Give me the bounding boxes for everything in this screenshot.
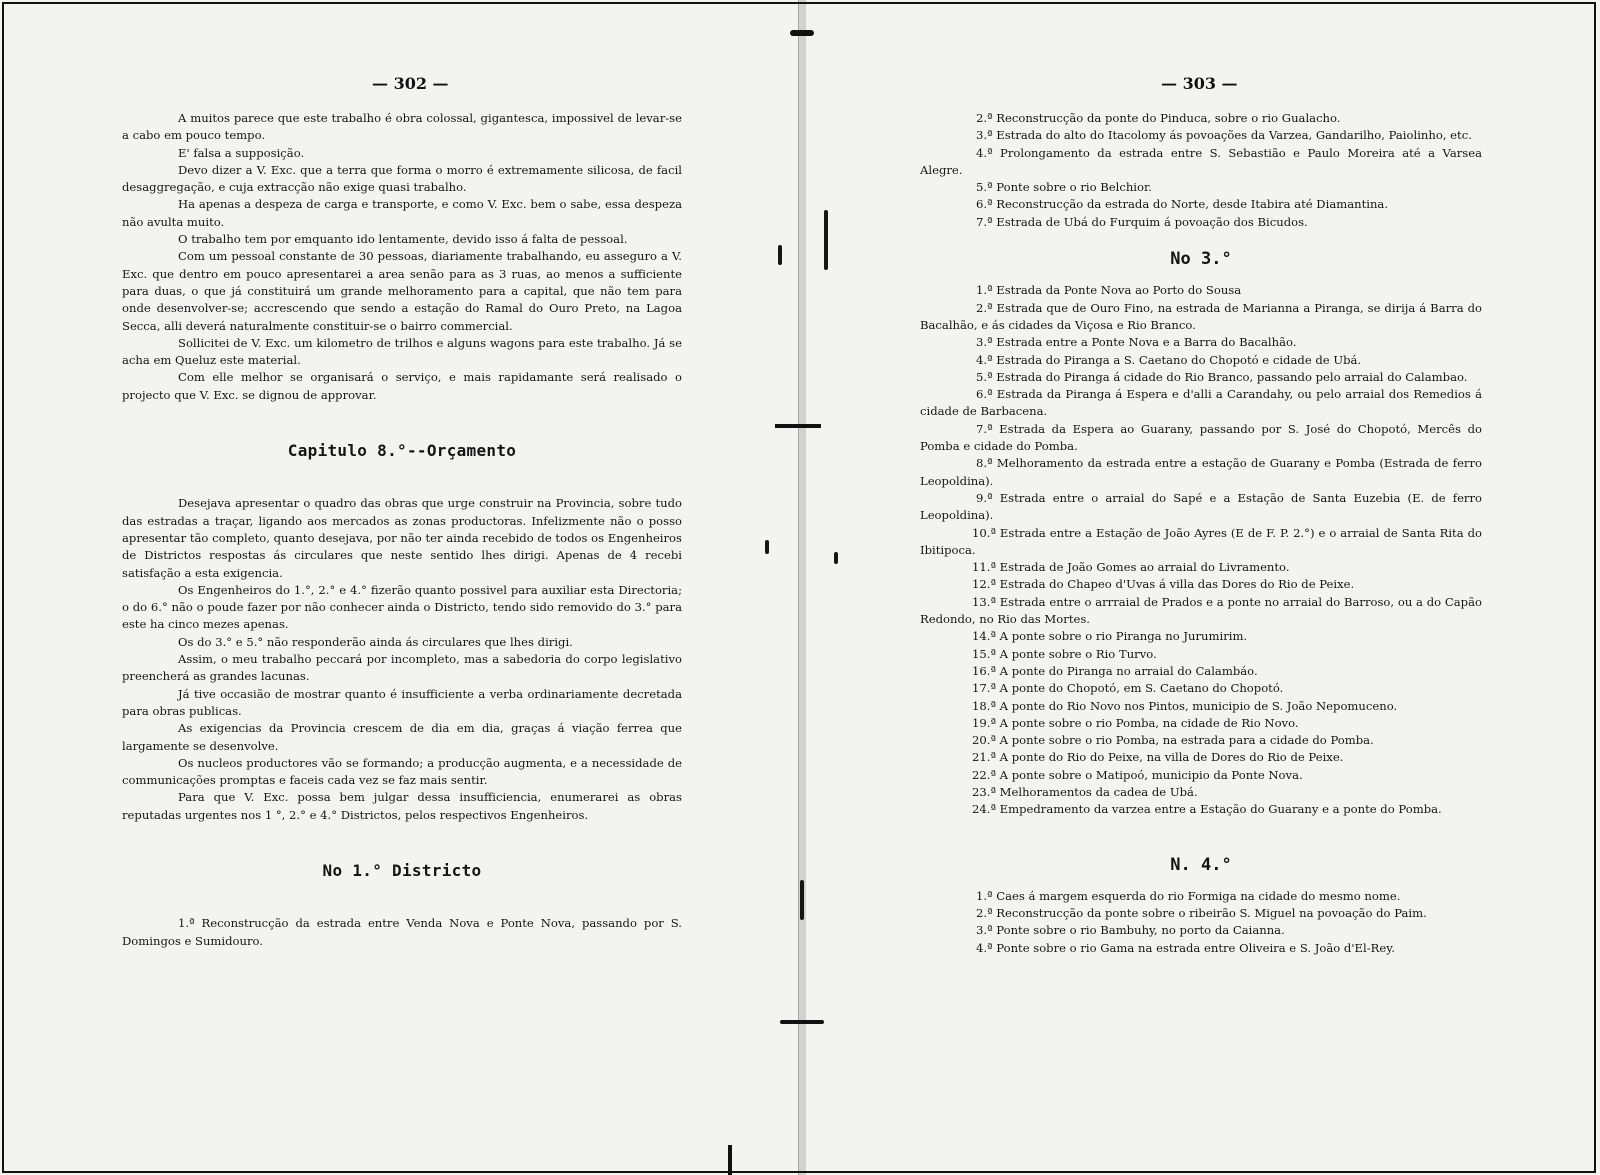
binding-mark: [775, 424, 821, 428]
paragraph: As exigencias da Provincia crescem de dia em dia, graças á viação ferrea que largamente se desenvolve.: [122, 721, 682, 753]
list-item: 19.ª A ponte sobre o rio Pomba, na cidade de Rio Novo.: [972, 715, 1299, 730]
list-item: 16.ª A ponte do Piranga no arraial do Calambáo.: [972, 663, 1258, 678]
list-item: 20.ª A ponte sobre o rio Pomba, na estrada para a cidade do Pomba.: [972, 733, 1374, 748]
list-item: 22.ª A ponte sobre o Matipoó, municipio da Ponte Nova.: [972, 767, 1303, 782]
left-page: [0, 0, 798, 1175]
paragraph: Sollicitei de V. Exc. um kilometro de trilhos e alguns wagons para este trabalho. Já se acha em Queluz este material.: [122, 335, 682, 368]
list-item: 3.ª Ponte sobre o rio Bambuhy, no porto da Caianna.: [976, 923, 1285, 938]
list-item: 4.ª Ponte sobre o rio Gama na estrada entre Oliveira e S. João d'El-Rey.: [976, 940, 1395, 955]
page-number: — 302 —: [372, 74, 449, 93]
list-item: 21.ª A ponte do Rio do Peixe, na villa de Dores do Rio de Peixe.: [972, 750, 1344, 765]
list-item: 12.ª Estrada do Chapeo d'Uvas á villa das Dores do Rio de Peixe.: [972, 577, 1355, 592]
paragraph: O trabalho tem por emquanto ido lentamente, devido isso á falta de pessoal.: [178, 232, 628, 247]
list-item: 3.ª Estrada entre a Ponte Nova e a Barra do Bacalhão.: [976, 335, 1297, 350]
left-text-column: [122, 110, 682, 950]
list-item: 17.ª A ponte do Chopotó, em S. Caetano do Chopotó.: [972, 681, 1284, 696]
list-item: 4.ª Estrada do Piranga a S. Caetano do Chopotó e cidade de Ubá.: [976, 352, 1362, 367]
right-page: [806, 0, 1600, 1175]
list-item: 2.ª Estrada que de Ouro Fino, na estrada de Marianna a Piranga, se dirija á Barra do Bacalhão, e ás cidades da Viçosa e Rio Branco.: [920, 300, 1482, 332]
paragraph: Ha apenas a despeza de carga e transporte, e como V. Exc. bem o sabe, essa despeza não avulta muito.: [122, 197, 682, 229]
list-item: 15.ª A ponte sobre o Rio Turvo.: [972, 646, 1157, 661]
paragraph: Os Engenheiros do 1.°, 2.° e 4.° fizerão quanto possivel para auxiliar esta Directoria; o do 6.° não o poude fazer por não conhecer ainda o Districto, tendo sido removido do 3.° para este ha cinco mezes apenas.: [122, 582, 682, 632]
list-item: 13.ª Estrada entre o arrraial de Prados e a ponte no arraial do Barroso, ou a do Capão Redondo, no Rio das Mortes.: [920, 594, 1482, 627]
binding-mark: [824, 210, 828, 270]
binding-mark: [834, 552, 838, 564]
list-item: 11.ª Estrada de João Gomes ao arraial do Livramento.: [972, 560, 1290, 575]
list-item: 2.ª Reconstrucção da ponte do Pinduca, sobre o rio Gualacho.: [976, 111, 1341, 125]
list-item: 5.ª Estrada do Piranga á cidade do Rio Branco, passando pelo arraial do Calambao.: [976, 369, 1468, 384]
paragraph: Para que V. Exc. possa bem julgar dessa insufficiencia, enumerarei as obras reputadas urgentes nos 1 °, 2.° e 4.° Districtos, pelos respectivos Engenheiros.: [122, 790, 682, 822]
binding-mark: [790, 30, 814, 36]
list-item: 6.ª Reconstrucção da estrada do Norte, desde Itabira até Diamantina.: [976, 197, 1389, 212]
paragraph: A muitos parece que este trabalho é obra colossal, gigantesca, impossivel de levar-se a cabo em pouco tempo.: [122, 111, 682, 143]
binding-mark: [765, 540, 769, 554]
list-item: 4.ª Prolongamento da estrada entre S. Sebastião e Paulo Moreira até a Varsea Alegre.: [920, 145, 1482, 177]
list-item: 10.ª Estrada entre a Estação de João Ayres (E de F. P. 2.°) e o arraial de Santa Rita do Ibitipoca.: [920, 525, 1482, 557]
list-item: 5.ª Ponte sobre o rio Belchior.: [976, 180, 1152, 195]
binding-mark: [800, 880, 804, 920]
paragraph: Com um pessoal constante de 30 pessoas, diariamente trabalhando, eu asseguro a V. Exc. que dentro em pouco apresentarei a area senão para as 3 ruas, ao menos a sufficiente para duas, o que já constituirá um grande melhoramento para a capital, que não tem para onde desenvolver-se; accrescendo que sendo a estação do Ramal do Ouro Preto, na Lagoa Secca, alli deverá naturalmente constituir-se o bairro commercial.: [122, 249, 682, 333]
paragraph: Devo dizer a V. Exc. que a terra que forma o morro é extremamente silicosa, de facil desaggregação, e cuja extracção não exige quasi trabalho.: [122, 162, 682, 195]
list-item: 23.ª Melhoramentos da cadea de Ubá.: [972, 784, 1198, 799]
paragraph: Desejava apresentar o quadro das obras que urge construir na Provincia, sobre tudo das estradas a traçar, ligando aos mercados as zonas productoras. Infelizmente não o posso apresentar tão completo, quanto desejava, por não ter ainda recebido de todos os Engenheiros de Districtos respostas ás circulares que neste sentido lhes dirigi. Apenas de 4 recebi satisfação a esta exigencia.: [122, 496, 682, 580]
section-heading: No 3.°: [1170, 249, 1232, 270]
chapter-heading: Capitulo 8.°--Orçamento: [287, 441, 517, 461]
binding-mark: [778, 245, 782, 265]
page-number: — 303 —: [1161, 74, 1238, 93]
paragraph: Os do 3.° e 5.° não responderão ainda ás circulares que lhes dirigi.: [178, 634, 573, 649]
list-item: 14.ª A ponte sobre o rio Piranga no Jurumirim.: [972, 629, 1248, 644]
section-heading: N. 4.°: [1170, 854, 1232, 875]
binding-mark: [728, 1145, 732, 1175]
list-item: 9.ª Estrada entre o arraial do Sapé e a Estação de Santa Euzebia (E. de ferro Leopoldina).: [920, 490, 1482, 523]
list-item: 18.ª A ponte do Rio Novo nos Pintos, municipio de S. João Nepomuceno.: [972, 698, 1398, 713]
list-item: 8.ª Melhoramento da estrada entre a estação de Guarany e Pomba (Estrada de ferro Leopoldina).: [920, 456, 1482, 488]
list-item: 1.ª Estrada da Ponte Nova ao Porto do Sousa: [976, 283, 1242, 298]
district-heading: No 1.° Districto: [322, 860, 482, 880]
paragraph: Os nucleos productores vão se formando; a producção augmenta, e a necessidade de communicações promptas e faceis cada vez se faz mais sentir.: [122, 755, 682, 788]
paragraph: E' falsa a supposição.: [178, 145, 305, 160]
list-item: 3.ª Estrada do alto do Itacolomy ás povoações da Varzea, Gandarilho, Paiolinho, etc.: [976, 128, 1472, 143]
list-item: 24.ª Empedramento da varzea entre a Estação do Guarany e a ponte do Pomba.: [972, 802, 1442, 817]
list-item: 1.ª Caes á margem esquerda do rio Formiga na cidade do mesmo nome.: [976, 888, 1401, 903]
paragraph: Com elle melhor se organisará o serviço, e mais rapidamante será realisado o projecto que V. Exc. se dignou de approvar.: [122, 370, 682, 402]
list-item: 7.ª Estrada de Ubá do Furquim á povoação dos Bicudos.: [976, 214, 1308, 229]
list-item: 2.ª Reconstrucção da ponte sobre o ribeirão S. Miguel na povoação do Paim.: [976, 906, 1427, 921]
list-item: 1.ª Reconstrucção da estrada entre Venda Nova e Ponte Nova, passando por S. Domingos e Sumidouro.: [122, 916, 682, 948]
list-item: 7.ª Estrada da Espera ao Guarany, passando por S. José do Chopotó, Mercês do Pomba e cidade do Pomba.: [920, 421, 1482, 454]
binding-mark: [780, 1020, 824, 1024]
list-item: 6.ª Estrada da Piranga á Espera e d'alli a Carandahy, ou pelo arraial dos Remedios á cidade de Barbacena.: [920, 387, 1482, 419]
paragraph: Assim, o meu trabalho peccará por incompleto, mas a sabedoria do corpo legislativo preencherá as grandes lacunas.: [122, 652, 682, 684]
right-text-column: [920, 110, 1482, 957]
paragraph: Já tive occasião de mostrar quanto é insufficiente a verba ordinariamente decretada para obras publicas.: [122, 686, 682, 718]
